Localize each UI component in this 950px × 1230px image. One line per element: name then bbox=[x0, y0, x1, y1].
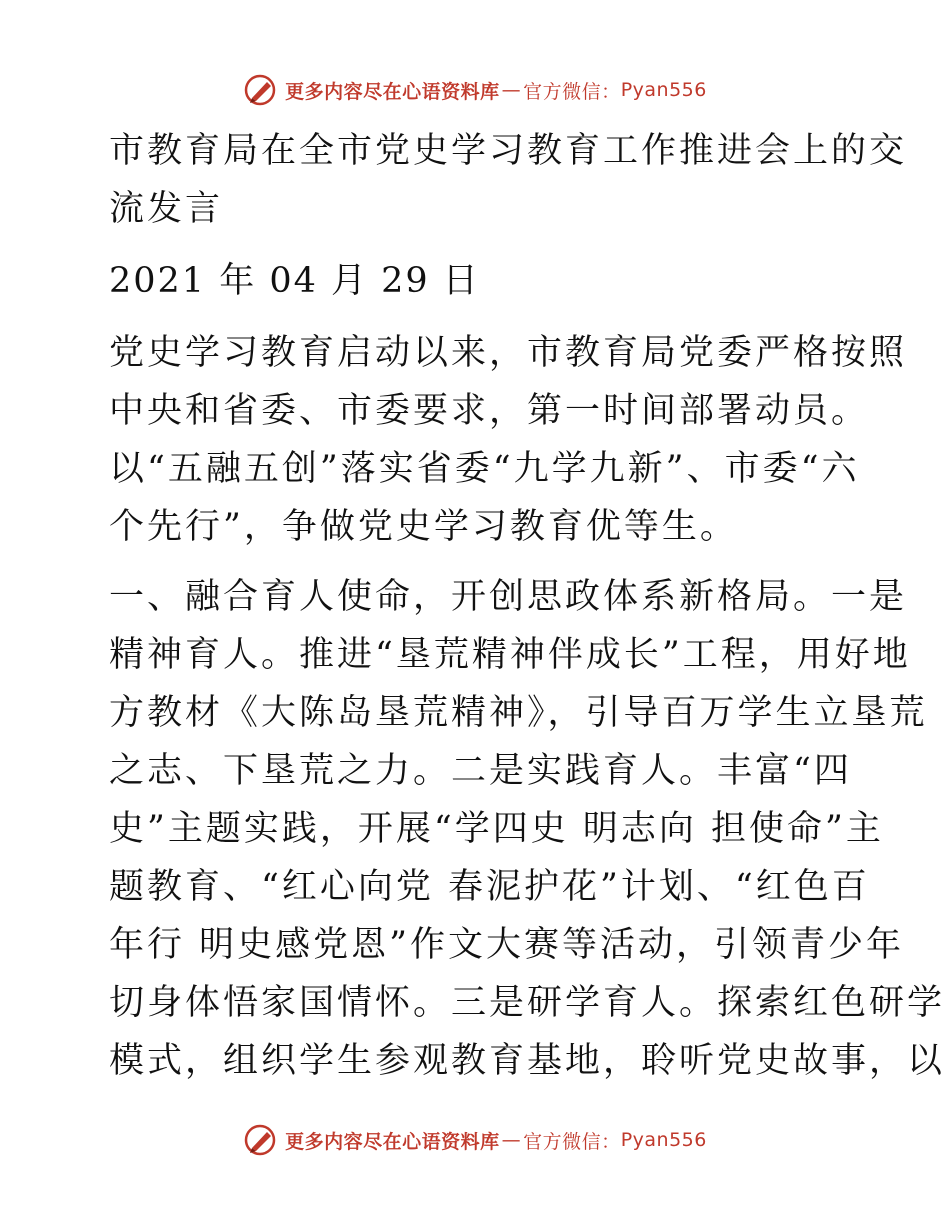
watermark-banner-bottom bbox=[0, 1120, 950, 1160]
watermark-slogan: 更多内容尽在心语资料库 bbox=[285, 80, 500, 103]
document-body bbox=[97, 122, 946, 1090]
paragraph-line: 以“五融五创”落实省委“九学九新”、市委“六 bbox=[109, 449, 860, 489]
paragraph-line: 切身体悟家国情怀。三是研学育人。探索红色研学 bbox=[109, 983, 946, 1023]
paragraph-line: 一、融合育人使命，开创思政体系新格局。一是 bbox=[109, 577, 908, 617]
paragraph-line: 年行 明史感党恩”作文大赛等活动，引领青少年 bbox=[109, 925, 905, 965]
paragraph-line: 模式，组织学生参观教育基地，聆听党史故事，以 bbox=[109, 1041, 946, 1081]
watermark-account: Pyan556 bbox=[620, 1129, 707, 1151]
paragraph-line: 方教材《大陈岛垦荒精神》，引导百万学生立垦荒 bbox=[109, 693, 928, 733]
paragraph-line: 之志、下垦荒之力。二是实践育人。丰富“四 bbox=[109, 751, 852, 791]
title-line: 市教育局在全市党史学习教育工作推进会上的交 bbox=[109, 131, 908, 171]
title-line: 流发言 bbox=[109, 189, 224, 229]
watermark-label: 官方微信： bbox=[523, 80, 621, 103]
watermark-banner-top bbox=[0, 70, 950, 110]
paragraph-line: 精神育人。推进“垦荒精神伴成长”工程，用好地 bbox=[109, 635, 911, 675]
paragraph-line: 题教育、“红心向党 春泥护花”计划、“红色百 bbox=[109, 867, 870, 907]
watermark-dash: — bbox=[501, 79, 522, 101]
document-date: 2021 年 04 月 29 日 bbox=[109, 261, 480, 301]
pen-logo-icon bbox=[243, 73, 279, 107]
document-title bbox=[97, 122, 908, 238]
paragraph-line: 中央和省委、市委要求，第一时间部署动员。 bbox=[109, 391, 870, 431]
intro-paragraph bbox=[97, 324, 908, 556]
watermark-account: Pyan556 bbox=[620, 79, 707, 101]
watermark-dash: — bbox=[501, 1129, 522, 1151]
paragraph-line: 史”主题实践，开展“学四史 明志向 担使命”主 bbox=[109, 809, 884, 849]
paragraph-line: 个先行”，争做党史学习教育优等生。 bbox=[109, 507, 738, 547]
watermark-slogan: 更多内容尽在心语资料库 bbox=[285, 1130, 500, 1153]
section-1-paragraph bbox=[97, 568, 946, 1090]
watermark-label: 官方微信： bbox=[523, 1130, 621, 1153]
pen-logo-icon bbox=[243, 1123, 279, 1157]
paragraph-line: 党史学习教育启动以来，市教育局党委严格按照 bbox=[109, 333, 908, 373]
